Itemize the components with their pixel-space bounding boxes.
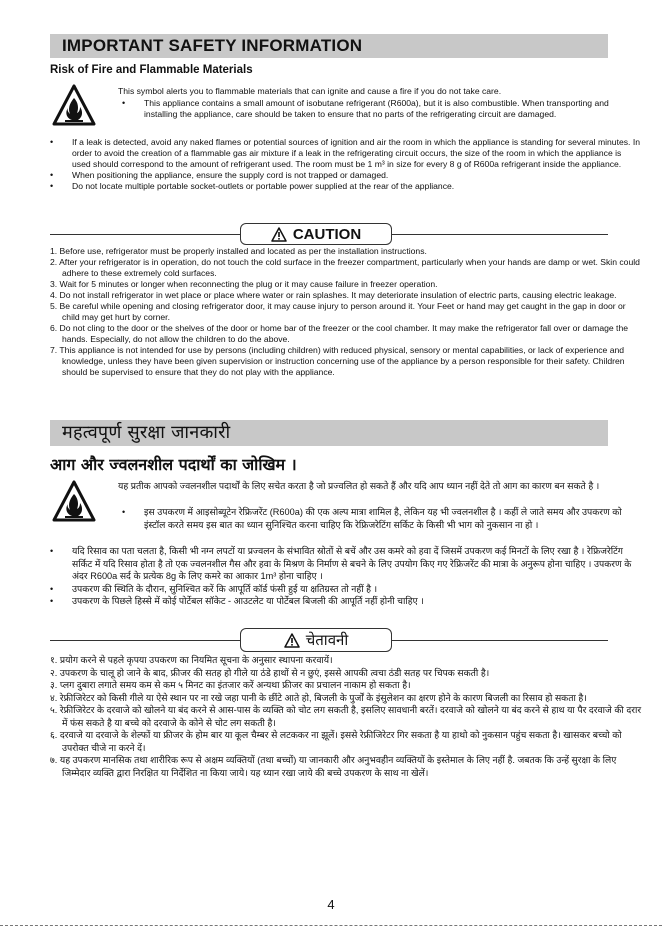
flammable-warning-icon: [52, 480, 96, 524]
list-item: ३. प्लग दुबारा लगाते समय कम से कम ५ मिनट का इंतजार करें अन्यथा फ्रीजर का प्रचालन नाकाम हो सकता है।: [50, 680, 411, 690]
bullet-icon: •: [50, 546, 54, 556]
list-item: 7. This appliance is not intended for use by persons (including children) with reduced physical, sensory or mental capabilities, or lack of experience and knowledge, unless they have been given supervision or instruction concerning use of the appliance by a person responsible for their safety. Children should be supervised to ensure that they do not play with the appliance.: [50, 345, 625, 377]
section-heading-en: Risk of Fire and Flammable Materials: [50, 64, 253, 76]
section-banner-en: IMPORTANT SAFETY INFORMATION: [50, 34, 608, 58]
caution-triangle-icon: [284, 633, 300, 648]
caution-label-hi: [240, 628, 392, 652]
list-item: 1. Before use, refrigerator must be properly installed and located as per the installation instructions.: [50, 246, 427, 256]
safety-bullets-en: [50, 137, 642, 192]
bullet-icon: •: [50, 583, 54, 594]
caution-text-en: CAUTION: [292, 225, 362, 243]
list-item: 3. Wait for 5 minutes or longer when reconnecting the plug or it may cause failure in freezer operation.: [50, 279, 438, 289]
bullet-icon: •: [50, 137, 54, 147]
bullet-icon: •: [50, 596, 54, 606]
caution-label-en: [240, 223, 392, 245]
caution-list-en: [50, 246, 642, 378]
flammable-warning-icon: [52, 84, 96, 128]
refrigerant-note-text-hi: इस उपकरण में आइसोब्यूटेन रेफ्रिजरेंट (R600a) की एक अल्प मात्रा शामिल है, लेकिन यह भी ज्वलनशील है । कहीं ले जाते समय और उपकरण को इंस्टॉल करते समय इस बात का ध्यान सुनिश्चित करना चाहिए कि रेफ्रिजरेटिंग सर्किट के किसी भी भाग को नुकसान ना हो ।: [144, 507, 622, 530]
list-item: 6. Do not cling to the door or the shelves of the door or home bar of the freezer or the cool chamber. It may make the refrigerator fall over or damage the hands. Especially, do not allow the children to do the above.: [50, 323, 628, 344]
footer-dashed-rule: [0, 925, 662, 926]
refrigerant-note-en: [122, 98, 642, 120]
list-item: 5. Be careful while opening and closing refrigerator door, it may cause injury to person around it. Your Feet or hand may get caught in the gap in door or child may get hurt by corner.: [50, 301, 626, 322]
caution-triangle-icon: [271, 227, 287, 242]
list-item: • When positioning the appliance, ensure the supply cord is not trapped or damaged.: [50, 170, 389, 180]
list-item: • उपकरण के पिछले हिस्से में कोई पोर्टेबल सॉकेट - आउटलेट या पोर्टेबल बिजली की आपूर्ति नहीं होनी चाहिए ।: [50, 596, 424, 606]
list-item: • Do not locate multiple portable socket-outlets or portable power supplied at the rear of the appliance.: [50, 181, 455, 191]
list-item: १. प्रयोग करने से पहले कृपया उपकरण का नियमित सूचना के अनुसार स्थापना करवायें।: [50, 655, 333, 665]
safety-bullets-hi: [50, 545, 642, 608]
list-item: • यदि रिसाव का पता चलता है, किसी भी नग्न लपटों या प्रज्वलन के संभावित स्रोतों से बचें और उस कमरे को हवा दें जिसमें उपकरण कई मिनटों के लिए रखा है । रेफ्रिजरेटिंग सर्किट में यदि रिसाव होता है तो एक ज्वलनशील गैस और हवा के मिश्रण के निर्माण से बचने के लिए उपयोग किए गए रेफ्रिजरेंट की मात्रा के अनुरूप होना चाहिए । उपकरण के अंदर R600a सर्द के प्रत्येक 8g के लिए कमरे का आकार 1m³ होना चाहिए ।: [50, 546, 632, 581]
list-item: 2. After your refrigerator is in operation, do not touch the cold surface in the freezer compartment, particularly when your hands are damp or wet. Skin could adhere to these extremely cold surfaces.: [50, 257, 640, 278]
page-number: 4: [327, 897, 335, 912]
caution-list-hi: [50, 654, 642, 779]
bullet-icon: •: [122, 98, 126, 108]
refrigerant-note-hi: [122, 506, 640, 531]
section-heading-hi: आग और ज्वलनशील पदार्थों का जोखिम ।: [50, 455, 297, 474]
flammable-intro-en: This symbol alerts you to flammable materials that can ignite and cause a fire if you do not take care.: [118, 86, 502, 96]
section-banner-hi: महत्वपूर्ण सुरक्षा जानकारी: [50, 420, 608, 446]
list-item: ७. यह उपकरण मानसिक तथा शारीरिक रूप से अक्षम व्यक्तियों (तथा बच्चों) या जानकारी और अनुभवहीन व्यक्तियों के इस्तेमाल के लिए नहीं है. जबतक कि उन्हें सुरक्षा के लिए जिम्मेदार व्यक्ति द्वारा निरक्षित या निर्देशित ना किया जाये। यह ध्यान रखा जाये की बच्चे उपकरण के साथ ना खेलें।: [50, 755, 617, 778]
caution-text-hi: चेतावनी: [305, 631, 349, 649]
list-item: • If a leak is detected, avoid any naked flames or potential sources of ignition and air the room in which the appliance is standing for several minutes. In order to avoid the creation of a flammable gas air mixture if a leak in the refrigerating circuit occurs, the size of the room in which the appliance is used should correspond to the amount of refrigerant used. The room must be 1 m³ in size for every 8 g of R600a refrigerant inside the appliance.: [50, 137, 640, 169]
list-item: ४. रेफ्रीजिरेटर को किसी गीले या ऐसे स्थान पर ना रखे जहा पानी के छींटे आते हो, बिजली के पुर्जों के इंसुलेशन का क्षरण होने के कारण बिजली का रिसाव हो सकता है।: [50, 692, 587, 703]
list-item: • उपकरण की स्थिति के दौरान, सुनिश्चित करें कि आपूर्ति कॉर्ड फंसी हुई या क्षतिग्रस्त तो नहीं है ।: [50, 583, 378, 594]
list-item: ५. रेफ्रीजिरेटर के दरवाजे को खोलने या बंद करने से आस-पास के व्यक्ति को चोट लग सकती है, इसलिए सावधानी बरतें। दरवाजे को खोलने या बंद करने से हाथ या पैर दरवाजे की दरार में फंस सकते है या बच्चे को दरवाजे के कोने से चोट लग सकती है।: [50, 705, 642, 728]
list-item: ६. दरवाजे या दरवाजे के शेल्फों या फ्रीजर के होम बार या कूल चैम्बर से लटककर ना झूलें। इससे रेफ्रीजिरेटर गिर सकता है या हाथो को नुकसान पहुंच सकता है। खासकर बच्चो को उपरोक्त चीजे ना करने दें।: [50, 730, 622, 753]
flammable-intro-hi: यह प्रतीक आपको ज्वलनशील पदार्थों के लिए सचेत करता है जो प्रज्वलित हो सकते हैं और यदि आप ध्यान नहीं देते तो आग का कारण बन सकते है ।: [118, 481, 600, 491]
bullet-icon: •: [50, 181, 54, 191]
list-item: 4. Do not install refrigerator in wet place or place where water or rain splashes. It may deteriorate insulation of electric parts, causing electric leakage.: [50, 290, 617, 300]
list-item: २. उपकरण के चालू हो जाने के बाद, फ्रीजर की सतह हो गीले या ठंडे हाथों से न छुएं, इससे आपकी त्वचा ठंडी सतह पर चिपक सकती है।: [50, 667, 490, 678]
bullet-icon: •: [50, 170, 54, 180]
refrigerant-note-text-en: This appliance contains a small amount of isobutane refrigerant (R600a), but it is also combustible. When transporting and installing the appliance, care should be taken to ensure that no parts of the refrigerating circuit are damaged.: [144, 98, 609, 119]
bullet-icon: •: [122, 507, 126, 517]
